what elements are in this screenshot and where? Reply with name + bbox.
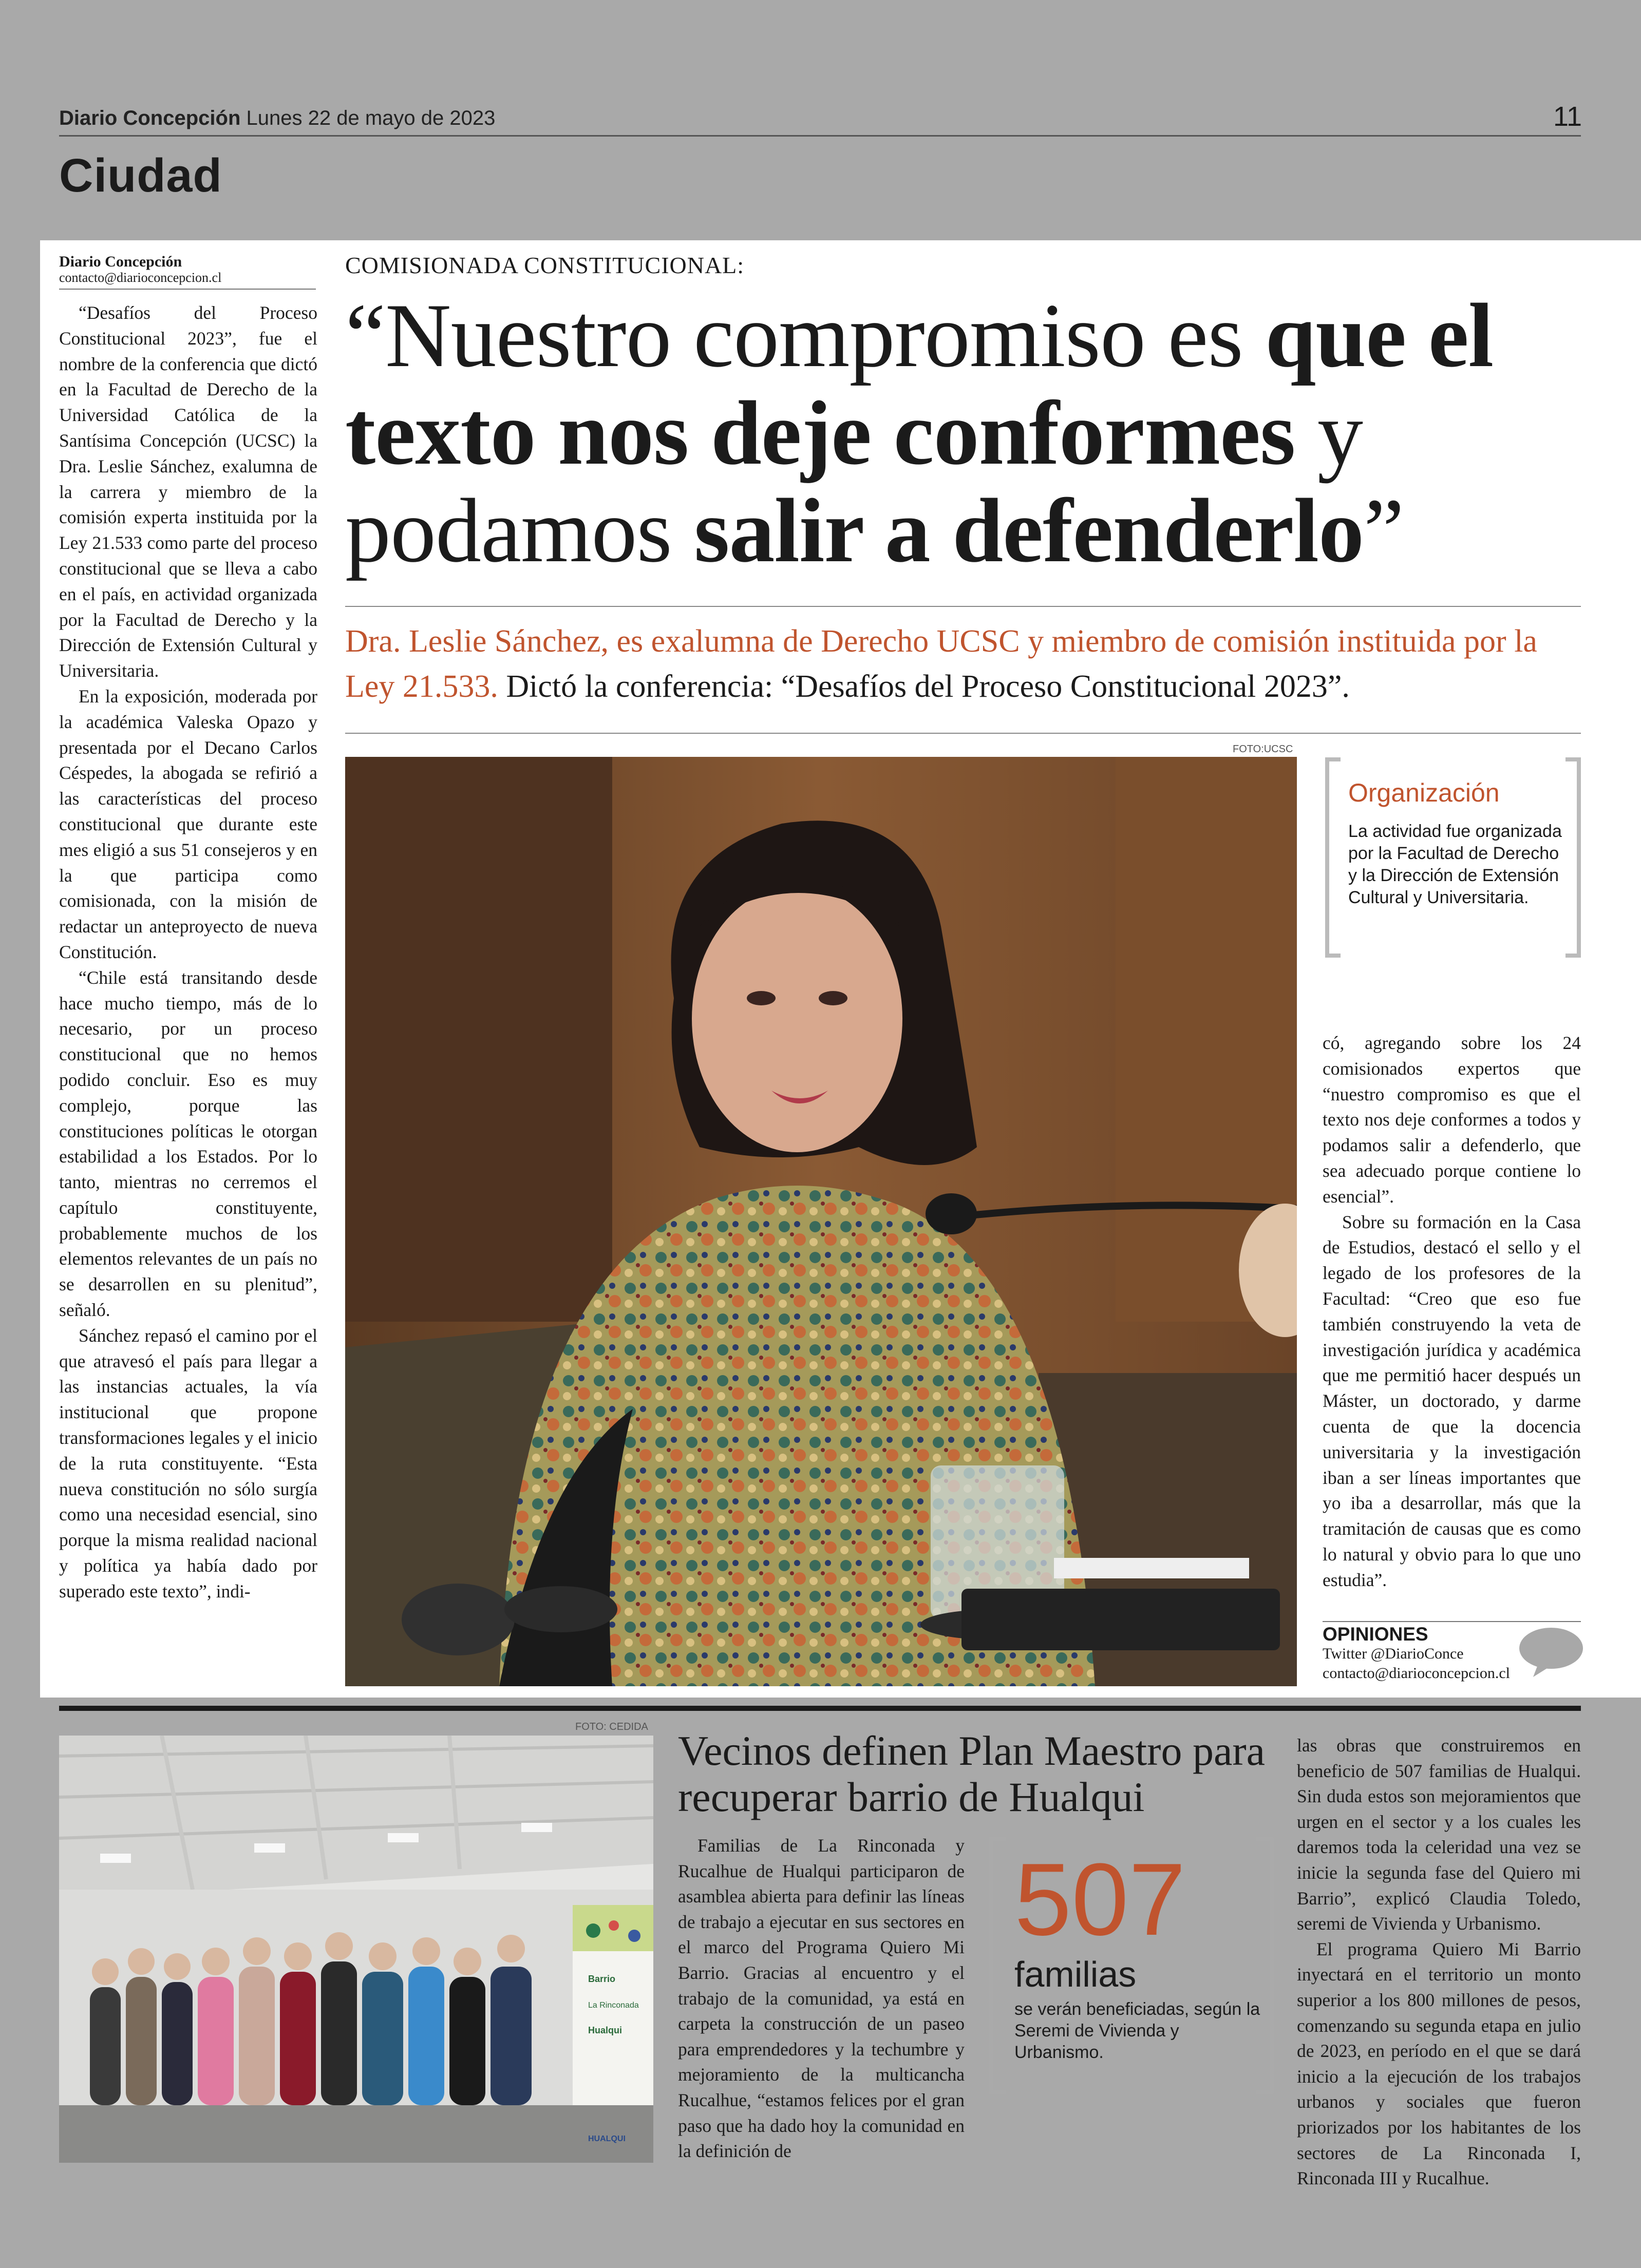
lower-article-title: Vecinos definen Plan Maestro para recuperar barrio de Hualqui [678, 1727, 1266, 1820]
deck-text: Dictó la conferencia: “Desafíos del Proceso Constitucional 2023”. [498, 669, 1350, 704]
section-title: Ciudad [59, 149, 222, 202]
photo-sign-text: Barrio [588, 1974, 616, 1984]
header-rule [59, 135, 1581, 137]
byline-rule [59, 289, 316, 290]
opinions-title: OPINIONES [1323, 1624, 1428, 1645]
headline-rule [345, 606, 1581, 607]
photo-sign-text: Hualqui [588, 2025, 622, 2035]
headline-part: y podamos [345, 382, 1363, 581]
article-kicker: COMISIONADA CONSTITUCIONAL: [345, 252, 745, 278]
opinions-twitter: Twitter @DiarioConce [1323, 1645, 1464, 1662]
photo-sign-text: HUALQUI [588, 2134, 626, 2143]
photo-credit: FOTO:UCSC [1233, 744, 1293, 755]
article-left-column [59, 300, 317, 1682]
deck-rule [345, 733, 1581, 734]
neighbors-group-photo-illustration [59, 1736, 653, 2163]
headline-part: “Nuestro compromiso es [345, 284, 1266, 386]
paragraph: las obras que construiremos en beneficio de 507 familias de Hualqui. Sin duda estos son mejoramientos que urgen en el sector y a los cuales les daremos toda la celeridad una vez se inicie la segunda fase del Quiero mi Barrio”, explicó Claudia Toledo, seremi de Vivienda y Urbanismo. [1297, 1735, 1581, 1934]
stat-number: 507 [1014, 1842, 1186, 1957]
sidebar-text: La actividad fue organizada por la Facultad de Derecho y la Dirección de Extensión Cultural y Universitaria. [1348, 822, 1562, 907]
headline-part: ” [1363, 480, 1404, 581]
lower-photo-credit: FOTO: CEDIDA [575, 1721, 648, 1732]
paragraph: El programa Quiero Mi Barrio inyectará en el territorio un monto superior a los 800 millones de pesos, comenzando su segunda etapa en julio de 2023, en período en el que se dará inicio a la ejecución de los trabajos urbanos y sociales que fueron priorizados por los habitantes de los sectores de La Rinconada I, Rinconada III y Rucalhue. [1297, 1938, 1581, 2189]
speech-bubble-icon [1518, 1627, 1585, 1678]
main-photo [345, 757, 1297, 1686]
paragraph: “Desafíos del Proceso Constitucional 2023”, fue el nombre de la conferencia que dictó en la Facultad de Derecho de la Universidad Católica de la Santísima Concepción (UCSC) la Dra. Leslie Sánchez, exalumna de la carrera y miembro de la comisión experta instituida por la Ley 21.533 como parte del proceso constitucional que se lleva a cabo en el país, en actividad organizada por la Facultad de Derecho y la Dirección de Extensión Cultural y Universitaria. [59, 302, 317, 681]
sidebar-title: Organización [1348, 778, 1500, 807]
photo-sign-text: La Rinconada [588, 2001, 639, 2010]
lower-photo [59, 1736, 653, 2163]
lower-article-column-1 [678, 1833, 965, 2164]
paragraph: Sánchez repasó el camino por el que atravesó el país para llegar a las instancias actuales, la vía institucional que propone transformaciones legales y el inicio de la ruta constituyente. “Esta nueva constitución no sólo surgía como una necesidad esencial, sino porque la misma realidad nacional y política ya había dado por superado este texto”, indi- [59, 1325, 317, 1602]
article-deck [345, 619, 1581, 709]
lower-article-rule [59, 1706, 1581, 1711]
paragraph: “Chile está transitando desde hace mucho tiempo, más de lo necesario, por un proceso constitucional que no hemos podido concluir. Eso es muy complejo, porque las constituciones políticas le otorgan estabilidad a los Estados. Por lo tanto, mientras no cerremos el capítulo constituyente, probablemente muchos de los elementos relevantes de un país no se desarrollen en su plenitud”, señaló. [59, 967, 317, 1321]
issue-date: Lunes 22 de mayo de 2023 [246, 107, 496, 129]
speaker-photo-illustration [345, 757, 1297, 1686]
opinions-email: contacto@diarioconcepcion.cl [1323, 1665, 1510, 1682]
paragraph: Familias de La Rinconada y Rucalhue de Hualqui participaron de asamblea abierta para definir las líneas de trabajo a ejecutar en sus sectores en el marco del Programa Quiero Mi Barrio. Gracias al encuentro y el trabajo de la comunidad, ya está en carpeta la construcción de un paseo para emprendedores y la techumbre y mejoramiento de la multicancha Rucalhue, “estamos felices por el gran paso que ha dado hoy la comunidad en la definición de [678, 1835, 965, 2162]
paragraph: En la exposición, moderada por la académica Valeska Opazo y presentada por el Decano Carlos Céspedes, la abogada se refirió a las características del proceso constitucional que durante este mes eligió a sus 51 consejeros y en la que participa como comisionada, con la misión de redactar un anteproyecto de nueva Constitución. [59, 685, 317, 962]
deck-highlight: Dra. Leslie Sánchez, es exalumna de Derecho UCSC y miembro de comisión instituida por la Ley 21.533. [345, 624, 1537, 704]
article-right-column [1323, 1031, 1581, 1593]
headline-bold: salir a defenderlo [694, 480, 1364, 581]
article-headline [345, 284, 1578, 581]
paragraph: Sobre su formación en la Casa de Estudios, destacó el sello y el legado de los profesores de la Facultad: “Creo que eso fue también construyendo la veta de investigación jurídica y académica que me permitió hacer después un Máster, un doctorado, y darme cuenta de que la docencia universitaria y la investigación iban a ser líneas importantes que yo iba a desarrollar, más que la tramitación de causas que es como lo natural y obvio para lo que uno estudia”. [1323, 1211, 1581, 1590]
paragraph: có, agregando sobre los 24 comisionados expertos que “nuestro compromiso es que el texto nos deje conformes a todos y podamos salir a defenderlo, que sea adecuado porque contiene lo esencial”. [1323, 1033, 1581, 1207]
paper-name: Diario Concepción [59, 107, 241, 129]
lower-article-column-3 [1297, 1733, 1581, 2191]
byline-name: Diario Concepción [59, 253, 182, 270]
page-number: 11 [1553, 101, 1582, 132]
opinions-rule [1323, 1621, 1581, 1622]
stat-text: se verán beneficiadas, según la Seremi de Vivienda y Urbanismo. [1014, 1999, 1260, 2062]
masthead [59, 107, 495, 130]
byline-email: contacto@diarioconcepcion.cl [59, 270, 222, 285]
stat-label: familias [1014, 1954, 1137, 1994]
headline-bold: que el texto nos deje conformes [345, 284, 1494, 484]
